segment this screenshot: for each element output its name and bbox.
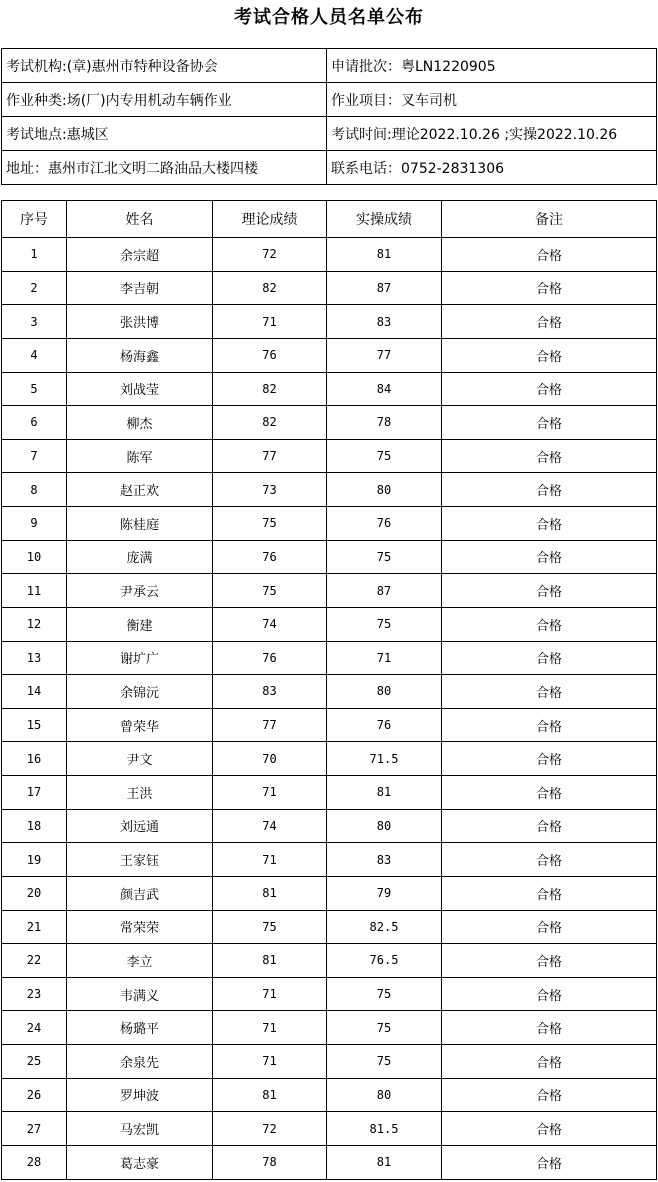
cell-index: 23 [2, 977, 67, 1011]
cell-name: 马宏凯 [67, 1112, 213, 1146]
cell-practical-score: 71.5 [327, 742, 442, 776]
cell-practical-score: 87 [327, 271, 442, 305]
table-row [2, 944, 657, 978]
cell-practical-score: 77 [327, 338, 442, 372]
cell-theory-score: 71 [213, 1045, 327, 1079]
cell-theory-score: 73 [213, 473, 327, 507]
cell-remark: 合格 [442, 607, 657, 641]
table-row [2, 507, 657, 541]
table-row [2, 305, 657, 339]
cell-theory-score: 71 [213, 1011, 327, 1045]
cell-practical-score: 76 [327, 708, 442, 742]
cell-index: 4 [2, 338, 67, 372]
cell-remark: 合格 [442, 1011, 657, 1045]
table-row [2, 1078, 657, 1112]
page-title: 考试合格人员名单公布 [234, 7, 424, 28]
table-header-row [2, 201, 657, 238]
cell-name: 衡建 [67, 607, 213, 641]
cell-name: 陈桂庭 [67, 507, 213, 541]
table-row [2, 910, 657, 944]
cell-remark: 合格 [442, 1078, 657, 1112]
table-row [2, 372, 657, 406]
cell-index: 11 [2, 574, 67, 608]
cell-theory-score: 71 [213, 776, 327, 810]
cell-theory-score: 76 [213, 540, 327, 574]
results-table [1, 200, 657, 1180]
cell-index: 6 [2, 406, 67, 440]
cell-name: 庞满 [67, 540, 213, 574]
cell-theory-score: 72 [213, 1112, 327, 1146]
cell-index: 14 [2, 675, 67, 709]
cell-index: 16 [2, 742, 67, 776]
column-header-remark: 备注 [442, 201, 657, 238]
cell-theory-score: 81 [213, 1078, 327, 1112]
table-row [2, 675, 657, 709]
cell-name: 张洪博 [67, 305, 213, 339]
cell-practical-score: 80 [327, 473, 442, 507]
cell-remark: 合格 [442, 742, 657, 776]
table-row [2, 1112, 657, 1146]
cell-name: 罗坤波 [67, 1078, 213, 1112]
cell-remark: 合格 [442, 406, 657, 440]
info-row [2, 151, 657, 185]
table-row [2, 1011, 657, 1045]
cell-index: 12 [2, 607, 67, 641]
cell-practical-score: 75 [327, 1045, 442, 1079]
cell-remark: 合格 [442, 876, 657, 910]
table-row [2, 776, 657, 810]
contact-phone: 联系电话：0752-2831306 [327, 151, 657, 185]
info-row [2, 49, 657, 83]
table-row [2, 809, 657, 843]
cell-practical-score: 87 [327, 574, 442, 608]
cell-remark: 合格 [442, 977, 657, 1011]
cell-remark: 合格 [442, 1112, 657, 1146]
cell-practical-score: 80 [327, 809, 442, 843]
cell-name: 谢圹广 [67, 641, 213, 675]
table-row [2, 641, 657, 675]
cell-index: 7 [2, 439, 67, 473]
cell-theory-score: 77 [213, 439, 327, 473]
cell-remark: 合格 [442, 776, 657, 810]
table-row [2, 1145, 657, 1179]
cell-theory-score: 83 [213, 675, 327, 709]
cell-theory-score: 82 [213, 271, 327, 305]
cell-practical-score: 79 [327, 876, 442, 910]
cell-theory-score: 82 [213, 372, 327, 406]
cell-theory-score: 70 [213, 742, 327, 776]
cell-theory-score: 71 [213, 843, 327, 877]
cell-index: 13 [2, 641, 67, 675]
cell-theory-score: 74 [213, 809, 327, 843]
cell-remark: 合格 [442, 910, 657, 944]
cell-practical-score: 71 [327, 641, 442, 675]
info-row [2, 117, 657, 151]
cell-practical-score: 75 [327, 977, 442, 1011]
cell-practical-score: 76 [327, 507, 442, 541]
cell-remark: 合格 [442, 1145, 657, 1179]
cell-remark: 合格 [442, 641, 657, 675]
cell-remark: 合格 [442, 944, 657, 978]
cell-practical-score: 75 [327, 607, 442, 641]
table-row [2, 271, 657, 305]
cell-name: 杨海鑫 [67, 338, 213, 372]
table-row [2, 843, 657, 877]
cell-name: 刘战莹 [67, 372, 213, 406]
cell-name: 李吉朝 [67, 271, 213, 305]
cell-theory-score: 81 [213, 944, 327, 978]
cell-index: 5 [2, 372, 67, 406]
cell-index: 10 [2, 540, 67, 574]
cell-index: 27 [2, 1112, 67, 1146]
cell-remark: 合格 [442, 372, 657, 406]
cell-index: 25 [2, 1045, 67, 1079]
cell-remark: 合格 [442, 708, 657, 742]
cell-remark: 合格 [442, 271, 657, 305]
cell-index: 15 [2, 708, 67, 742]
exam-location: 考试地点:惠城区 [2, 117, 327, 151]
cell-name: 余锦沅 [67, 675, 213, 709]
table-row [2, 977, 657, 1011]
cell-practical-score: 82.5 [327, 910, 442, 944]
cell-remark: 合格 [442, 305, 657, 339]
cell-practical-score: 81 [327, 238, 442, 272]
cell-index: 18 [2, 809, 67, 843]
cell-practical-score: 80 [327, 675, 442, 709]
cell-name: 曾荣华 [67, 708, 213, 742]
cell-index: 22 [2, 944, 67, 978]
table-row [2, 742, 657, 776]
cell-theory-score: 82 [213, 406, 327, 440]
cell-remark: 合格 [442, 574, 657, 608]
cell-theory-score: 78 [213, 1145, 327, 1179]
table-row [2, 406, 657, 440]
cell-theory-score: 76 [213, 338, 327, 372]
application-batch: 申请批次：粤LN1220905 [327, 49, 657, 83]
cell-theory-score: 74 [213, 607, 327, 641]
cell-theory-score: 75 [213, 507, 327, 541]
cell-practical-score: 80 [327, 1078, 442, 1112]
cell-index: 2 [2, 271, 67, 305]
work-category: 作业种类:场(厂)内专用机动车辆作业 [2, 83, 327, 117]
cell-practical-score: 75 [327, 540, 442, 574]
cell-remark: 合格 [442, 540, 657, 574]
cell-remark: 合格 [442, 439, 657, 473]
info-row [2, 83, 657, 117]
cell-name: 尹承云 [67, 574, 213, 608]
cell-practical-score: 83 [327, 843, 442, 877]
cell-remark: 合格 [442, 843, 657, 877]
cell-name: 李立 [67, 944, 213, 978]
cell-remark: 合格 [442, 675, 657, 709]
cell-theory-score: 75 [213, 910, 327, 944]
cell-name: 陈军 [67, 439, 213, 473]
cell-name: 柳杰 [67, 406, 213, 440]
table-row [2, 574, 657, 608]
cell-name: 王洪 [67, 776, 213, 810]
exam-info-table [1, 48, 657, 185]
table-row [2, 540, 657, 574]
column-header-practical-score: 实操成绩 [327, 201, 442, 238]
cell-theory-score: 76 [213, 641, 327, 675]
table-row [2, 876, 657, 910]
cell-index: 26 [2, 1078, 67, 1112]
column-header-theory-score: 理论成绩 [213, 201, 327, 238]
cell-index: 9 [2, 507, 67, 541]
cell-remark: 合格 [442, 338, 657, 372]
cell-index: 28 [2, 1145, 67, 1179]
cell-practical-score: 81 [327, 1145, 442, 1179]
cell-name: 余宗超 [67, 238, 213, 272]
cell-index: 19 [2, 843, 67, 877]
cell-index: 24 [2, 1011, 67, 1045]
cell-index: 3 [2, 305, 67, 339]
cell-name: 常荣荣 [67, 910, 213, 944]
address: 地址：惠州市江北文明二路油品大楼四楼 [2, 151, 327, 185]
cell-remark: 合格 [442, 238, 657, 272]
cell-index: 20 [2, 876, 67, 910]
table-row [2, 439, 657, 473]
cell-remark: 合格 [442, 1045, 657, 1079]
cell-remark: 合格 [442, 473, 657, 507]
cell-theory-score: 75 [213, 574, 327, 608]
cell-name: 杨璐平 [67, 1011, 213, 1045]
cell-practical-score: 81 [327, 776, 442, 810]
cell-name: 尹文 [67, 742, 213, 776]
cell-practical-score: 83 [327, 305, 442, 339]
cell-practical-score: 76.5 [327, 944, 442, 978]
table-row [2, 607, 657, 641]
cell-name: 韦满义 [67, 977, 213, 1011]
exam-time: 考试时间:理论2022.10.26 ;实操2022.10.26 [327, 117, 657, 151]
table-row [2, 473, 657, 507]
cell-name: 赵正欢 [67, 473, 213, 507]
column-header-index: 序号 [2, 201, 67, 238]
exam-institution: 考试机构:(章)惠州市特种设备协会 [2, 49, 327, 83]
cell-index: 17 [2, 776, 67, 810]
cell-theory-score: 77 [213, 708, 327, 742]
cell-name: 王家钰 [67, 843, 213, 877]
cell-practical-score: 78 [327, 406, 442, 440]
work-project: 作业项目：叉车司机 [327, 83, 657, 117]
cell-remark: 合格 [442, 809, 657, 843]
cell-name: 颜吉武 [67, 876, 213, 910]
cell-practical-score: 75 [327, 1011, 442, 1045]
cell-index: 21 [2, 910, 67, 944]
table-row [2, 1045, 657, 1079]
cell-theory-score: 71 [213, 305, 327, 339]
column-header-name: 姓名 [67, 201, 213, 238]
cell-practical-score: 75 [327, 439, 442, 473]
table-row [2, 338, 657, 372]
cell-theory-score: 71 [213, 977, 327, 1011]
cell-name: 葛志豪 [67, 1145, 213, 1179]
cell-theory-score: 72 [213, 238, 327, 272]
cell-index: 8 [2, 473, 67, 507]
cell-name: 刘远通 [67, 809, 213, 843]
table-row [2, 708, 657, 742]
cell-theory-score: 81 [213, 876, 327, 910]
cell-remark: 合格 [442, 507, 657, 541]
cell-practical-score: 81.5 [327, 1112, 442, 1146]
table-body [2, 238, 657, 1180]
cell-index: 1 [2, 238, 67, 272]
table-row [2, 238, 657, 272]
cell-practical-score: 84 [327, 372, 442, 406]
cell-name: 余泉先 [67, 1045, 213, 1079]
